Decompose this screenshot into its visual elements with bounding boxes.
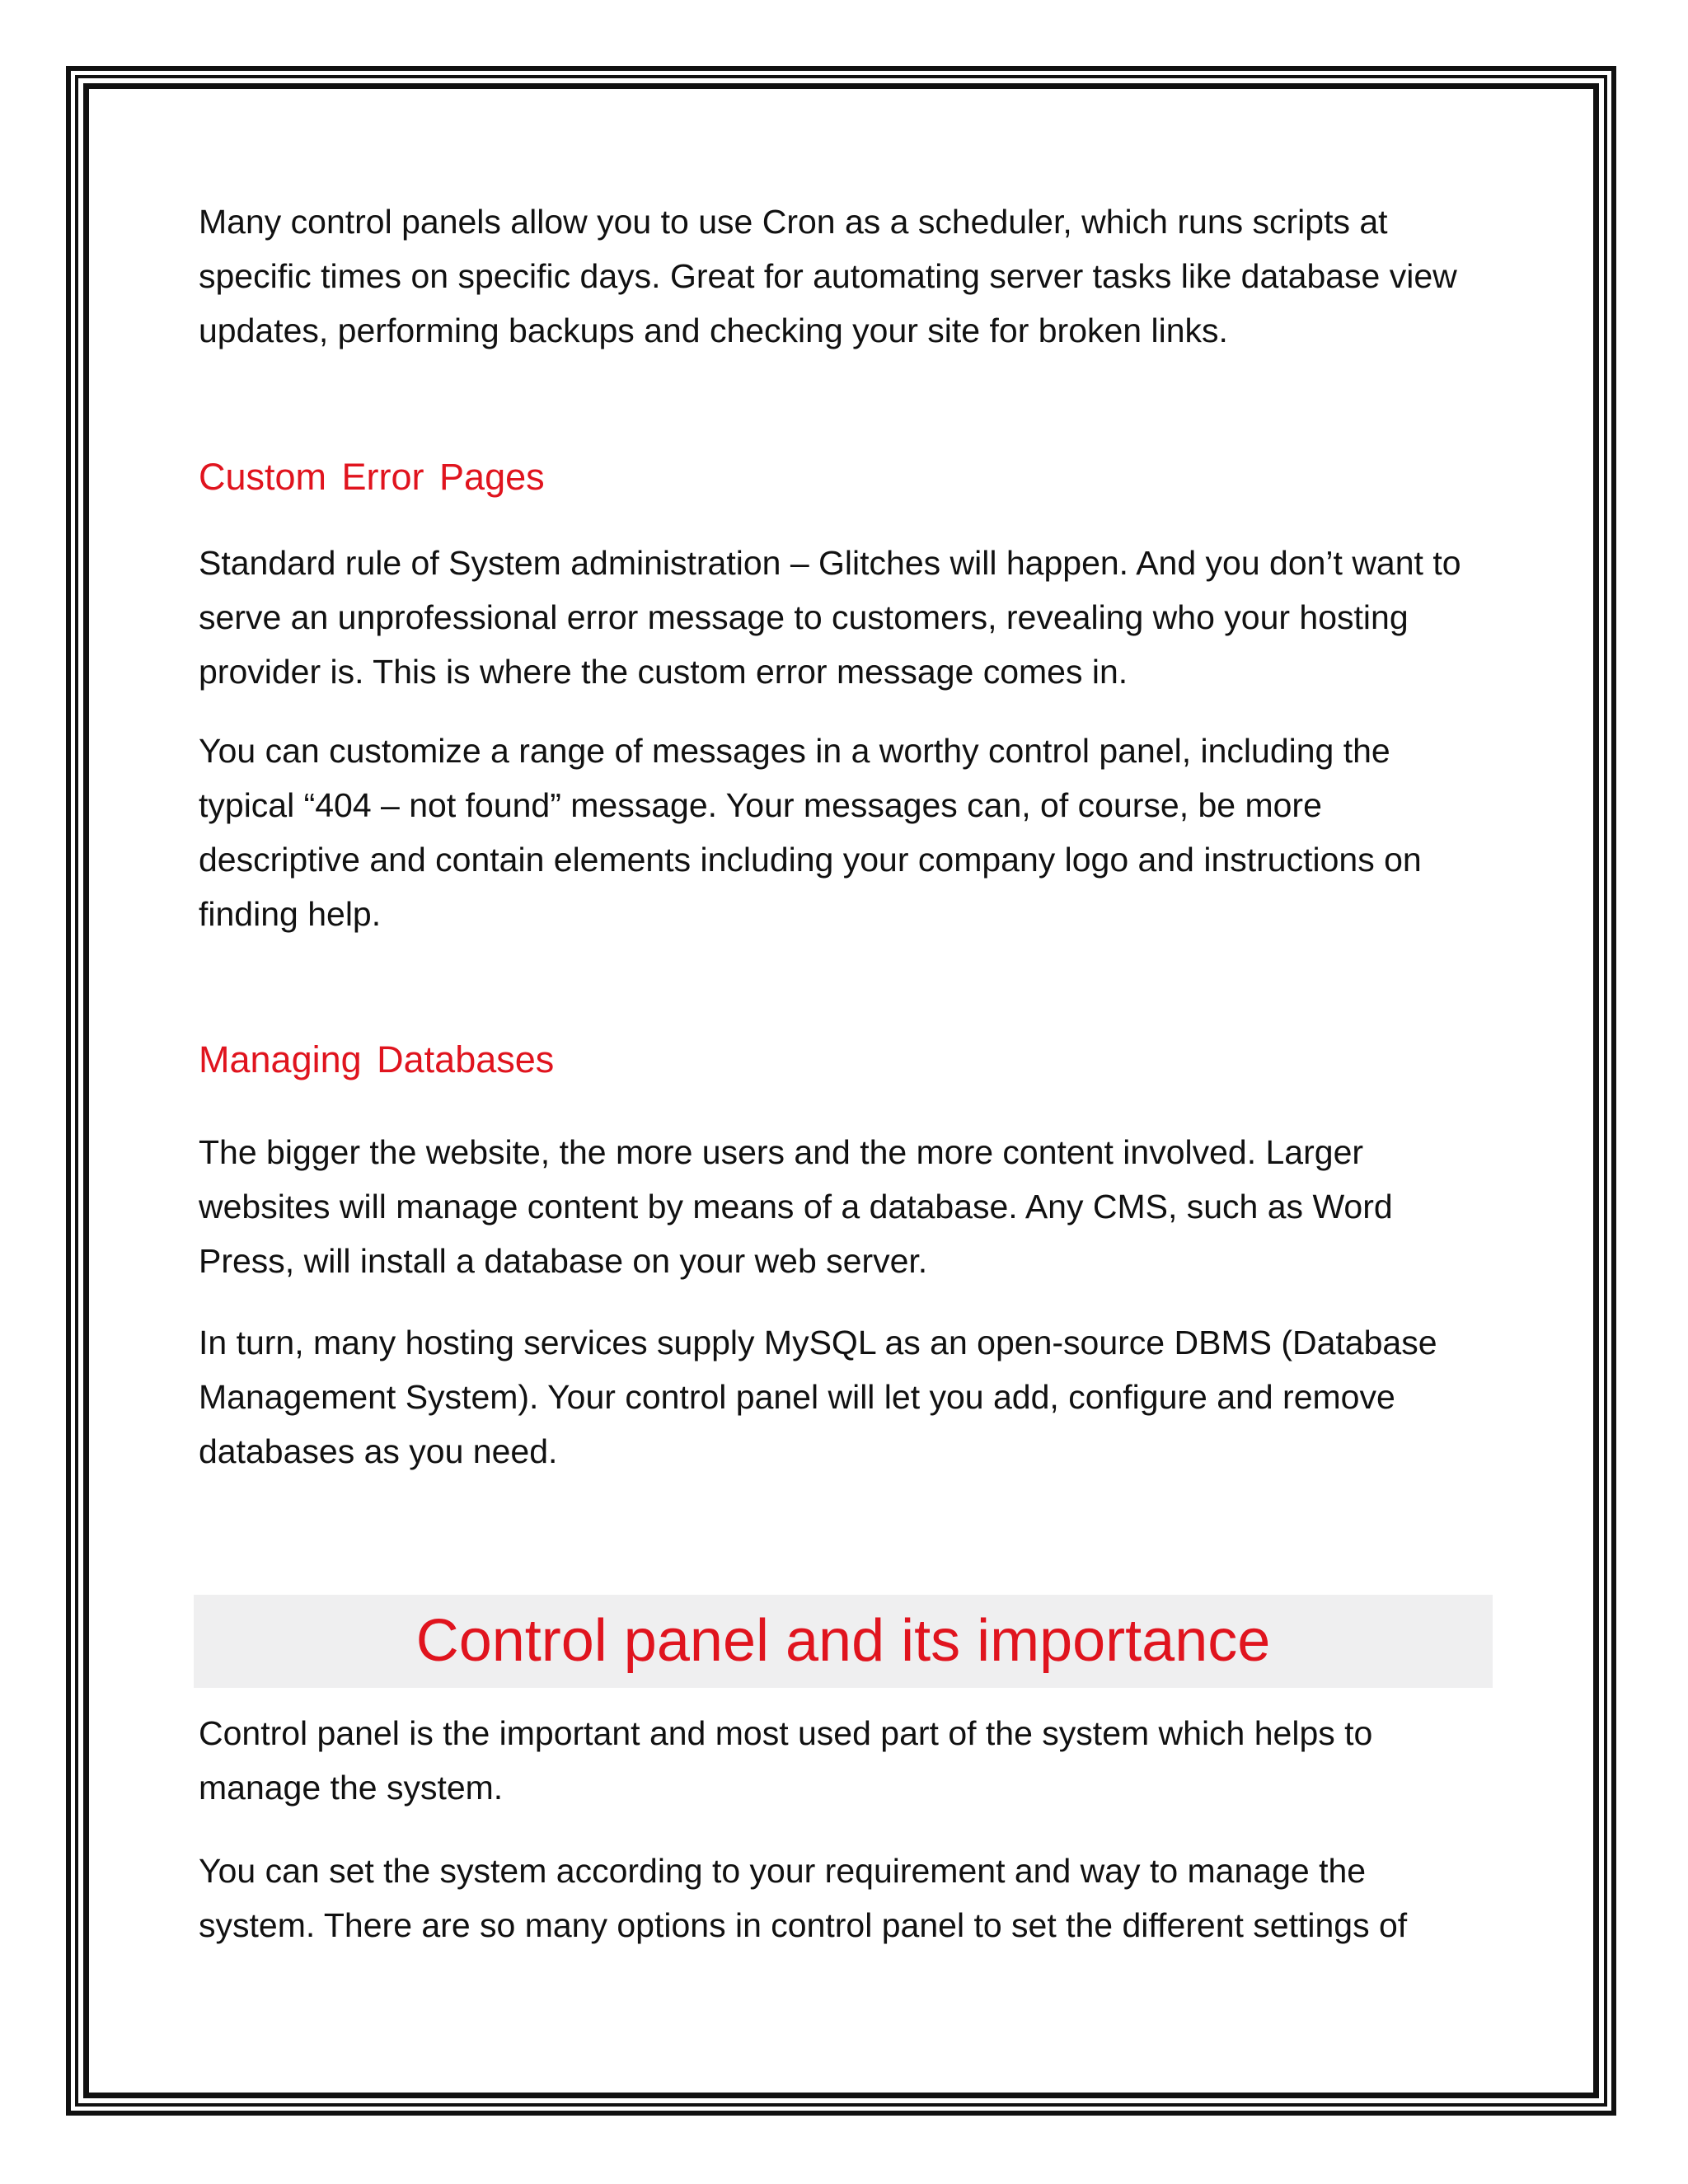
custom-error-paragraph-2: You can customize a range of messages in a worthy control panel, including the typical “404 – not found” message. Your messages can, of course, be more descriptive and contain elements including your company logo and instructions on finding help. [199, 732, 1422, 933]
control-panel-importance-title: Control panel and its importance [415, 1608, 1271, 1674]
section-title-band [194, 1595, 1493, 1688]
importance-paragraph-2: You can set the system according to your requirement and way to manage the system. There are so many options in control panel to set the different settings of [199, 1852, 1408, 1944]
databases-paragraph-2: In turn, many hosting services supply MySQL as an open-source DBMS (Database Management System). Your control panel will let you add, configure and remove databases as you need. [199, 1324, 1437, 1470]
custom-error-pages-heading: Custom Error Pages [199, 456, 545, 498]
importance-paragraph-1: Control panel is the important and most used part of the system which helps to manage the system. [199, 1714, 1373, 1807]
cron-paragraph: Many control panels allow you to use Cron as a scheduler, which runs scripts at specific times on specific days. Great for automating server tasks like database view updates, performing backups and checking your site for broken links. [199, 203, 1457, 349]
custom-error-paragraph-1: Standard rule of System administration – Glitches will happen. And you don’t want to serve an unprofessional error message to customers, revealing who your hosting provider is. This is where the custom error message comes in. [199, 544, 1461, 691]
managing-databases-heading: Managing Databases [199, 1038, 555, 1080]
databases-paragraph-1: The bigger the website, the more users and the more content involved. Larger websites will manage content by means of a database. Any CMS, such as Word Press, will install a database on your web server. [199, 1133, 1393, 1280]
